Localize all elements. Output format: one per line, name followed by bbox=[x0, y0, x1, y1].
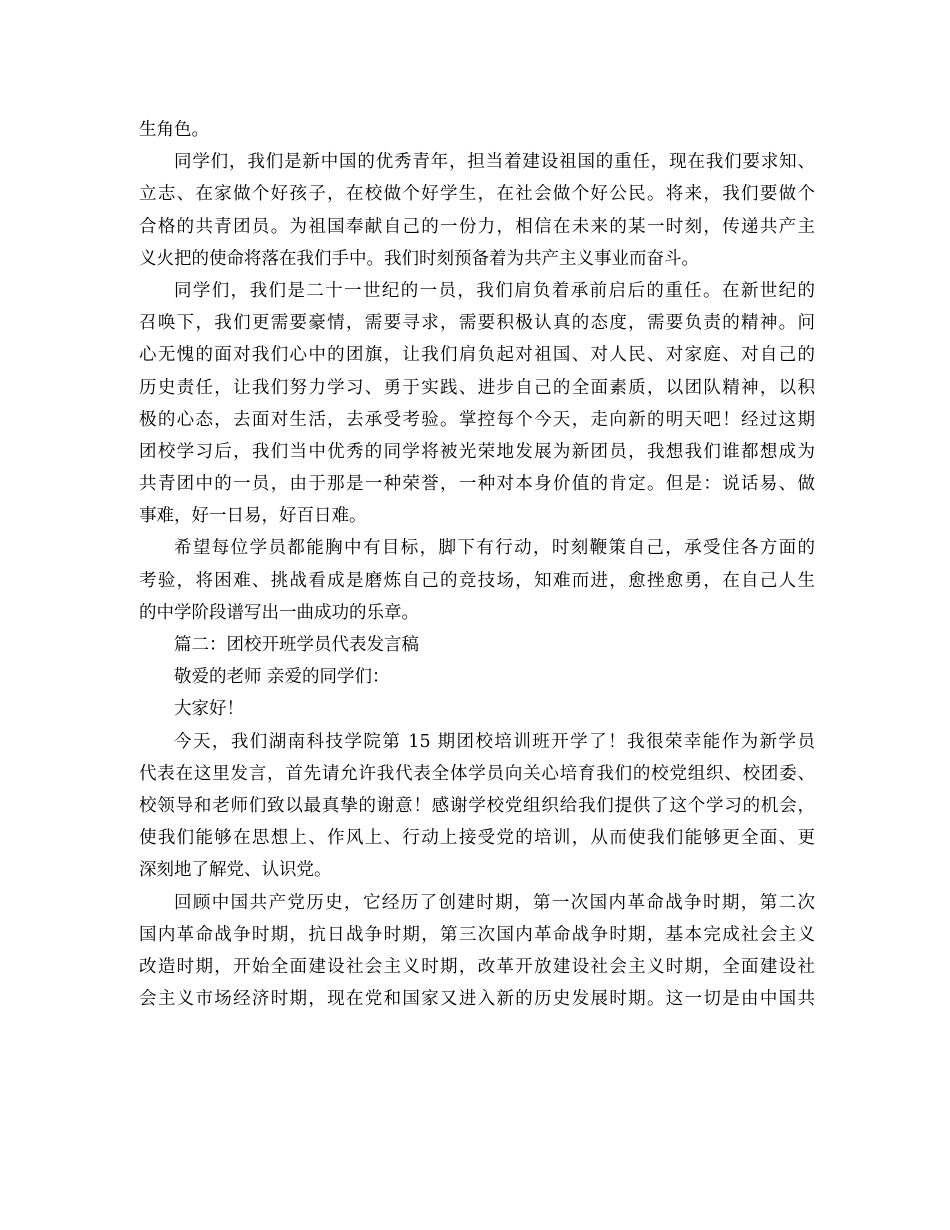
text-line: 生角色。 bbox=[139, 120, 209, 140]
text-line: 历史责任，让我们努力学习、勇于实践、进步自己的全面素质，以团队精神，以积 bbox=[139, 377, 815, 398]
text-line: 代表在这里发言，首先请允许我代表全体学员向关心培育我们的校党组织、校团委、 bbox=[139, 763, 815, 784]
text-line: 校领导和老师们致以最真挚的谢意！感谢学校党组织给我们提供了这个学习的机会， bbox=[139, 795, 815, 816]
text-line: 深刻地了解党、认识党。 bbox=[139, 860, 332, 881]
text-line: 使我们能够在思想上、作风上、行动上接受党的培训，从而使我们能够更全面、更 bbox=[139, 828, 815, 849]
text-line: 国内革命战争时期，抗日战争时期，第三次国内革命战争时期，基本完成社会主义 bbox=[139, 924, 815, 945]
text-line: 同学们，我们是二十一世纪的一员，我们肩负着承前启后的重任。在新世纪的 bbox=[174, 280, 815, 301]
text-line: 敬爱的老师 亲爱的同学们： bbox=[174, 667, 390, 688]
text-line: 篇二：团校开班学员代表发言稿 bbox=[174, 635, 419, 655]
text-line: 团校学习后，我们当中优秀的同学将被光荣地发展为新团员，我想我们谁都想成为 bbox=[139, 441, 815, 462]
text-line: 事难，好一日易，好百日难。 bbox=[139, 506, 367, 527]
text-line: 立志、在家做个好孩子，在校做个好学生，在社会做个好公民。将来，我们要做个 bbox=[139, 184, 815, 205]
text-line: 心无愧的面对我们心中的团旗，让我们肩负起对祖国、对人民、对家庭、对自己的 bbox=[139, 345, 815, 366]
text-line: 义火把的使命将落在我们手中。我们时刻预备着为共产主义事业而奋斗。 bbox=[139, 248, 699, 269]
text-line: 合格的共青团员。为祖国奉献自己的一份力，相信在未来的某一时刻，传递共产主 bbox=[139, 216, 815, 237]
text-line: 考验，将困难、挑战看成是磨炼自己的竞技场，知难而进，愈挫愈勇，在自己人生 bbox=[139, 570, 815, 591]
text-line: 希望每位学员都能胸中有目标，脚下有行动，时刻鞭策自己，承受住各方面的 bbox=[174, 538, 815, 559]
text-line: 同学们，我们是新中国的优秀青年，担当着建设祖国的重任，现在我们要求知、 bbox=[174, 152, 815, 173]
text-line: 召唤下，我们更需要豪情，需要寻求，需要积极认真的态度，需要负责的精神。问 bbox=[139, 313, 815, 334]
text-line: 今天，我们湖南科技学院第 15 期团校培训班开学了！我很荣幸能作为新学员 bbox=[174, 731, 815, 752]
text-line: 改造时期，开始全面建设社会主义时期，改革开放建设社会主义时期，全面建设社 bbox=[139, 956, 815, 977]
document-page bbox=[139, 114, 815, 1015]
text-line: 回顾中国共产党历史，它经历了创建时期，第一次国内革命战争时期，第二次 bbox=[174, 892, 815, 913]
text-line: 会主义市场经济时期，现在党和国家又进入新的历史发展时期。这一切是由中国共 bbox=[139, 989, 815, 1010]
text-line: 的中学阶段谱写出一曲成功的乐章。 bbox=[139, 602, 419, 623]
text-line: 大家好！ bbox=[174, 699, 244, 720]
text-line: 共青团中的一员，由于那是一种荣誉，一种对本身价值的肯定。但是：说话易、做 bbox=[139, 474, 815, 495]
text-line: 极的心态，去面对生活，去承受考验。掌控每个今天，走向新的明天吧！经过这期 bbox=[139, 409, 815, 430]
